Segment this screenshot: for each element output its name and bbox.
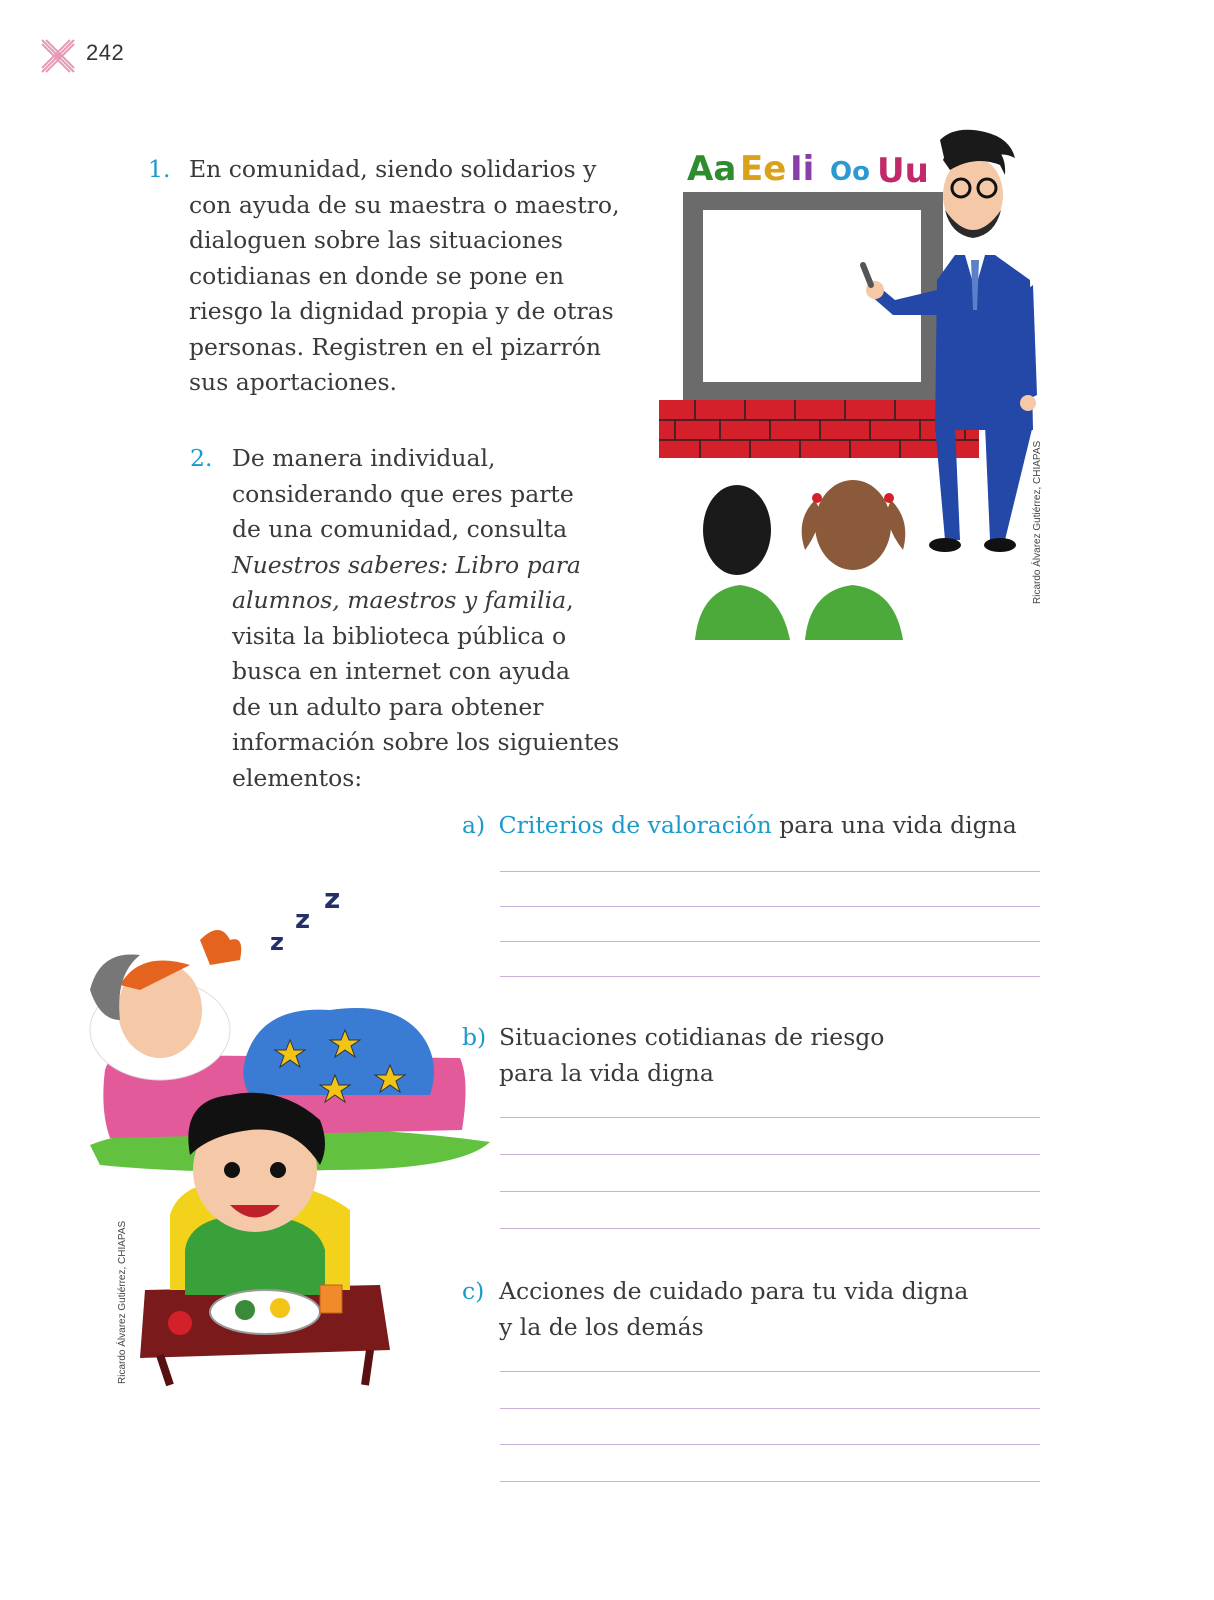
answer-line-b1[interactable] — [500, 1117, 1040, 1118]
sleep-z: z — [324, 882, 341, 915]
alphabet-letter: Ee — [740, 149, 787, 189]
teacher-illustration — [655, 120, 1055, 660]
sleep-z: z — [295, 905, 311, 935]
item-c-letter: c) — [462, 1277, 485, 1305]
illustration-credit-top: Ricardo Álvarez Gutiérrez, CHIAPAS — [1032, 440, 1043, 604]
answer-line-c3[interactable] — [500, 1444, 1040, 1445]
activity-2-text — [232, 441, 652, 796]
answer-line-c4[interactable] — [500, 1481, 1040, 1482]
book-title-italic: Nuestros saberes: Libro para — [232, 550, 581, 579]
activity-2-line: visita la biblioteca pública o — [232, 621, 567, 650]
item-a-letter: a) — [462, 811, 486, 839]
activity-1-line: personas. Registren en el pizarrón — [189, 332, 602, 361]
item-c-prompt: Acciones de cuidado para tu vida digna y la de los demás — [499, 1277, 969, 1341]
answer-line-a1[interactable] — [500, 871, 1040, 872]
answer-line-c1[interactable] — [500, 1371, 1040, 1372]
activity-1-line: dialoguen sobre las situaciones — [189, 226, 563, 254]
answer-line-c2[interactable] — [500, 1408, 1040, 1409]
alphabet-letter: Aa — [687, 149, 737, 189]
item-a-highlight: Criterios de valoración — [498, 811, 772, 839]
activity-2-line: de un adulto para obtener — [232, 692, 544, 721]
activity-2-line: busca en internet con ayuda — [232, 657, 570, 685]
activity-2-line: de una comunidad, consulta — [232, 515, 568, 543]
brick-wall — [659, 400, 979, 458]
activity-2-number: 2. — [190, 444, 213, 472]
decorative-star-icon — [38, 36, 78, 76]
activity-2-line: información sobre los siguientes — [232, 728, 620, 756]
answer-line-a3[interactable] — [500, 941, 1040, 942]
alphabet-letter: Ii — [790, 149, 815, 189]
activity-1-number: 1. — [148, 155, 171, 183]
answer-line-b4[interactable] — [500, 1228, 1040, 1229]
book-title-italic: alumnos, maestros y familia — [232, 586, 567, 614]
activity-2-line: considerando que eres parte — [232, 479, 574, 508]
item-a-prompt — [462, 808, 1017, 844]
item-b-prompt: Situaciones cotidianas de riesgo para la vida digna — [499, 1023, 885, 1087]
activity-1-line: cotidianas en donde se pone en — [189, 261, 564, 290]
item-b-letter: b) — [462, 1023, 487, 1051]
activity-1-line: En comunidad, siendo solidarios y — [189, 155, 597, 183]
item-a-rest: para una vida digna — [771, 811, 1017, 839]
answer-line-b3[interactable] — [500, 1191, 1040, 1192]
answer-line-a4[interactable] — [500, 976, 1040, 977]
activity-1-line: sus aportaciones. — [189, 368, 398, 396]
alphabet-letter: Uu — [877, 151, 929, 191]
activity-2-line — [232, 548, 652, 584]
illustration-credit-bottom: Ricardo Álvarez Gutiérrez, CHIAPAS — [117, 1220, 128, 1384]
answer-line-a2[interactable] — [500, 906, 1040, 907]
activity-1-line: riesgo la dignidad propia y de otras — [189, 297, 614, 325]
activity-1-line: con ayuda de su maestra o maestro, — [189, 190, 620, 219]
sleep-z: z — [270, 928, 284, 956]
students-figures — [695, 480, 905, 640]
activity-1-text — [189, 152, 649, 401]
alphabet-letter: Oo — [830, 157, 870, 187]
activity-2-line: alumnos, maestros y familia, — [232, 586, 574, 614]
activity-2-line: De manera individual, — [232, 444, 496, 472]
activity-2-line: elementos: — [232, 763, 363, 792]
answer-line-b2[interactable] — [500, 1154, 1040, 1155]
page-number: 242 — [86, 40, 125, 65]
daily-routine-illustration — [80, 880, 490, 1390]
